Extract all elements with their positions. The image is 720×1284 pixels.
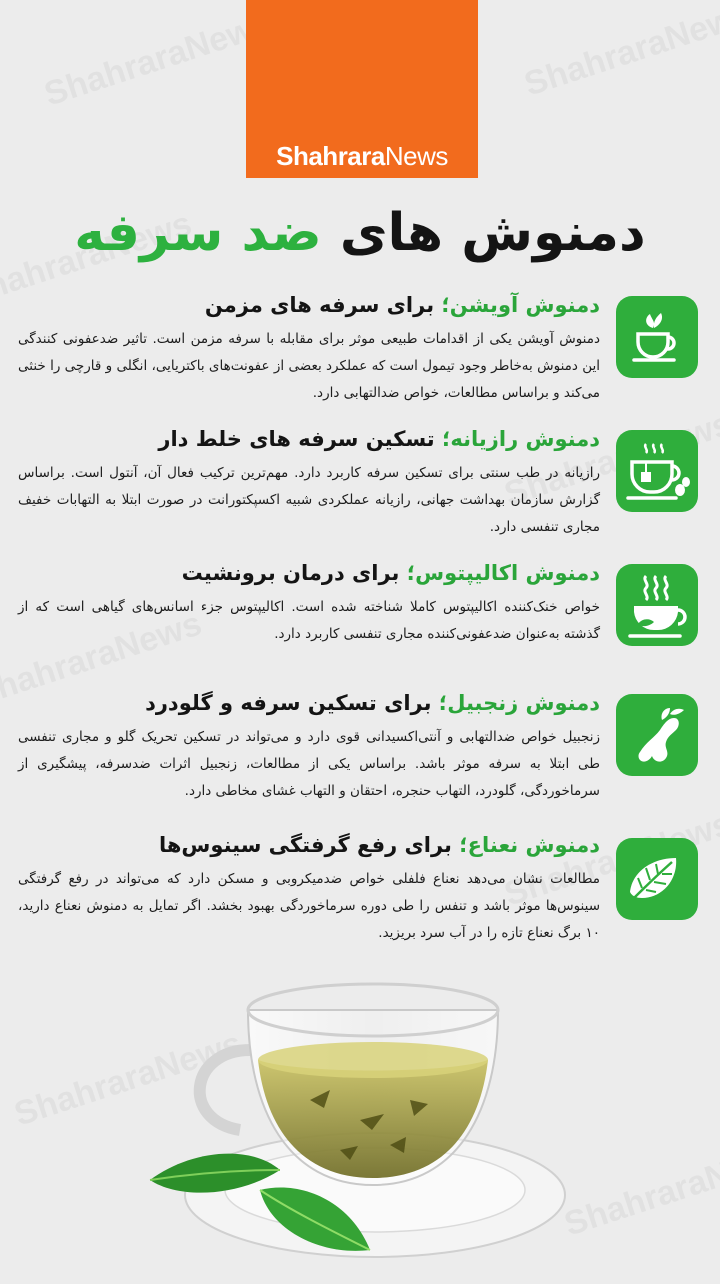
section-heading: دمنوش رازیانه؛ تسکین سرفه های خلط دار [158,427,600,451]
tea-cup-leaf-icon [616,296,698,378]
section-heading: دمنوش آویشن؛ برای سرفه های مزمن [204,293,600,317]
tea-cup-image [120,950,590,1280]
ginger-root-icon [616,694,698,776]
section-text: زنجبیل خواص ضدالتهابی و آنتی‌اکسیدانی قوی دارد و می‌تواند در تسکین تحریک گلو و مجاری تنفسی طی ابتلا به سرفه موثر باشد. براساس یکی از مطالعات، زنجبیل اثرات ضدسرفه، پیشگیری از سرماخوردگی، گلودرد، التهاب حنجره، احتقان و التهاب غشای مخاطی دارد. [18,729,600,799]
section-mint [0,830,720,960]
page-title-main: دمنوش های [321,203,646,263]
section-ginger [0,688,720,818]
watermark [40,4,277,114]
section-text: مطالعات نشان می‌دهد نعناع فلفلی خواص ضدمیکروبی و مسکن دارد که می‌تواند در رفع گرفتگی سینوس‌ها موثر باشد و تنفس را طی دوره سرماخوردگی بهبود بخشد. اگر تمایل به دمنوش نعناع دارید، ۱۰ برگ نعناع تازه را در آب سرد بریزید. [18,871,600,941]
page-title [20,188,700,278]
steaming-cup-icon [616,564,698,646]
section-heading: دمنوش زنجبیل؛ برای تسکین سرفه و گلودرد [145,691,600,715]
section-heading: دمنوش اکالیپتوس؛ برای درمان برونشیت [181,561,600,585]
section-text: رازیانه در طب سنتی برای تسکین سرفه کاربرد دارد. مهم‌ترین ترکیب فعال آن، آنتول است. براساس گزارش سازمان بهداشت جهانی، رازیانه عملکردی شبیه اکسپکتورانت در صورت ابتلا به التهابات خفیف مجاری تنفسی دارد. [18,465,600,535]
mint-leaf-icon [616,838,698,920]
page-title-accent: ضد سرفه [74,203,322,263]
tea-cup-illustration [120,950,590,1280]
section-text: خواص خنک‌کننده اکالیپتوس کاملا شناخته شده است. اکالیپتوس جزء اسانس‌های گیاهی است که از گذشته به‌عنوان ضدعفونی‌کننده مجاری تنفسی کاربرد دارد. [18,599,600,642]
section-text: دمنوش آویشن یکی از اقدامات طبیعی موثر برای مقابله با سرفه مزمن است. تاثیر ضدعفونی کنندگی این دمنوش به‌خاطر وجود تیمول است که عملکرد بعضی از عفونت‌های باکتریایی، انگلی و قارچی را خنثی می‌کند و براساس مطالعات، خواص ضدالتهابی دارد. [18,331,600,401]
section-thyme [0,290,720,420]
brand-logo [246,0,478,178]
brand-logo-text: ShahraraNews [276,141,448,171]
section-fennel [0,424,720,554]
section-heading: دمنوش نعناع؛ برای رفع گرفتگی سینوس‌ها [158,833,600,857]
watermark [520,0,720,105]
tea-bag-cup-icon [616,430,698,512]
section-eucalyptus [0,558,720,688]
